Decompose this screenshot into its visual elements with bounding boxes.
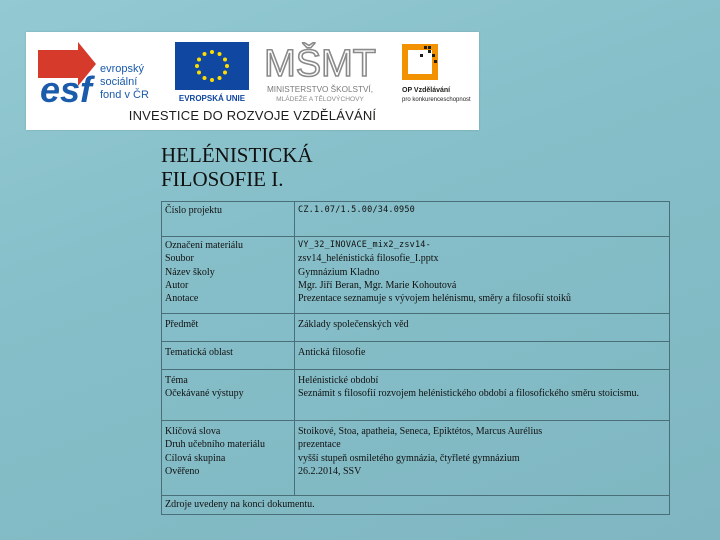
- op-line-2: pro konkurenceschopnost: [402, 97, 471, 103]
- material-label: Označení materiálu: [165, 240, 244, 251]
- school-label: Název školy: [165, 266, 215, 278]
- annotation-label: Anotace: [165, 293, 199, 305]
- type-label: Druh učebního materiálu: [165, 439, 265, 451]
- title-line-2: FILOSOFIE I.: [161, 167, 284, 191]
- table-row: [162, 496, 670, 515]
- author-label: Autor: [165, 279, 189, 291]
- verified-value: 26.2.2014, SSV: [298, 465, 362, 477]
- source-note-text: Zdroje uvedeny na konci dokumentu.: [165, 499, 315, 510]
- logo-banner: [26, 32, 479, 130]
- school-value: Gymnázium Kladno: [298, 266, 380, 278]
- material-value: VY_32_INOVACE_mix2_zsv14-: [298, 240, 431, 250]
- meta-labels: [162, 237, 295, 314]
- source-note: [162, 496, 670, 515]
- group-label: Cílová skupina: [165, 452, 226, 464]
- outputs-label: Očekávané výstupy: [165, 388, 244, 400]
- group-value: vyšší stupeň osmiletého gymnázia, čtyřleté gymnázium: [298, 452, 520, 464]
- verified-label: Ověřeno: [165, 465, 200, 477]
- project-value: [295, 202, 670, 237]
- area-label-text: Tematická oblast: [165, 347, 233, 358]
- author-value: Mgr. Jiří Beran, Mgr. Marie Kohoutová: [298, 279, 457, 291]
- op-logo: [398, 42, 476, 106]
- esf-text-1: evropský: [100, 63, 145, 75]
- table-row: [162, 342, 670, 370]
- annotation-value: Prezentace seznamuje s vývojem helénismu, směry a filosofií stoiků: [298, 293, 571, 305]
- table-row: [162, 202, 670, 237]
- esf-logo: [38, 42, 156, 104]
- info-table: [161, 201, 670, 515]
- table-row: [162, 421, 670, 496]
- outputs-value: Seznámit s filosofií rozvojem helénistického období a filosofického směru stoicismu.: [298, 388, 640, 400]
- page-title: [161, 143, 313, 191]
- area-label: [162, 342, 295, 370]
- type-value: prezentace: [298, 439, 341, 451]
- subject-label-text: Předmět: [165, 319, 199, 330]
- investice-caption: INVESTICE DO ROZVOJE VZDĚLÁVÁNÍ: [128, 108, 377, 123]
- logo-row: [26, 40, 479, 104]
- file-value: zsv14_helénistická filosofie_I.pptx: [298, 253, 439, 265]
- keywords-label: Klíčová slova: [165, 426, 221, 437]
- theme-values: [295, 370, 670, 421]
- table-row: [162, 237, 670, 314]
- meta-values: [295, 237, 670, 314]
- msmt-mark: MŠMT: [264, 43, 376, 85]
- table-row: [162, 370, 670, 421]
- eu-logo: [171, 42, 253, 104]
- project-label-text: Číslo projektu: [165, 205, 222, 216]
- subject-value-text: Základy společenských věd: [298, 319, 409, 330]
- keys-values: [295, 421, 670, 496]
- msmt-logo: [254, 40, 386, 106]
- esf-mark: esf: [40, 69, 93, 104]
- esf-text-2: sociální: [100, 76, 138, 88]
- subject-value: [295, 314, 670, 342]
- file-label: Soubor: [165, 253, 194, 265]
- op-line-1: OP Vzdělávání: [402, 87, 451, 94]
- eu-flag: [175, 42, 249, 90]
- title-line-1: HELÉNISTICKÁ: [161, 143, 313, 167]
- theme-label: Téma: [165, 375, 188, 386]
- project-value-text: CZ.1.07/1.5.00/34.0950: [298, 205, 415, 215]
- area-value: [295, 342, 670, 370]
- subject-label: [162, 314, 295, 342]
- table-row: [162, 314, 670, 342]
- eu-caption: EVROPSKÁ UNIE: [178, 94, 246, 103]
- keys-labels: [162, 421, 295, 496]
- project-label: [162, 202, 295, 237]
- msmt-line-1: MINISTERSTVO ŠKOLSTVÍ,: [266, 85, 374, 94]
- keywords-value: Stoikové, Stoa, apatheia, Seneca, Epiktétos, Marcus Aurélius: [298, 426, 543, 437]
- theme-value: Helénistické období: [298, 375, 379, 386]
- msmt-line-2: MLÁDEŽE A TĚLOVÝCHOVY: [276, 96, 364, 103]
- esf-text-3: fond v ČR: [100, 89, 149, 101]
- area-value-text: Antická filosofie: [298, 347, 366, 358]
- theme-labels: [162, 370, 295, 421]
